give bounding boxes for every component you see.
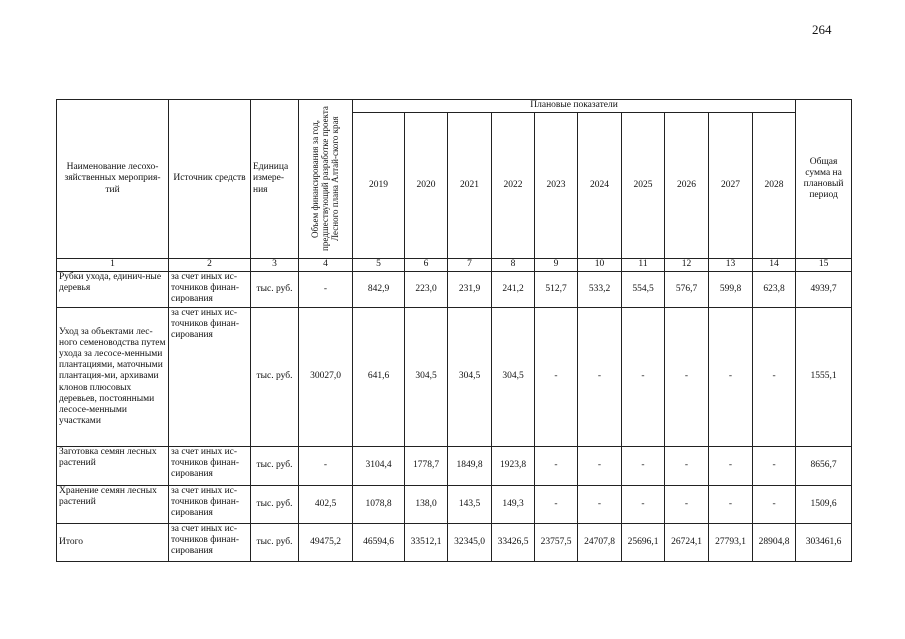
row-value: 231,9 [448, 272, 492, 308]
column-number: 1 [57, 259, 169, 272]
row-unit: тыс. руб. [251, 486, 299, 524]
row-name: Уход за объектами лес-ного семеноводства путем ухода за лесосе-менными плантациями, маточными плантация-ми, архивами клонов плюсовых деревьев, постоянными лесосе-менными участками [57, 308, 169, 447]
row-value: 23757,5 [535, 524, 578, 562]
row-value: 576,7 [665, 272, 709, 308]
row-value: - [665, 308, 709, 447]
row-total: 1555,1 [796, 308, 852, 447]
row-value: 46594,6 [353, 524, 405, 562]
row-total: 8656,7 [796, 447, 852, 486]
column-number: 6 [405, 259, 448, 272]
row-value: - [665, 447, 709, 486]
row-value: 26724,1 [665, 524, 709, 562]
row-value: - [665, 486, 709, 524]
row-unit: тыс. руб. [251, 308, 299, 447]
row-value: - [535, 308, 578, 447]
row-value: 25696,1 [622, 524, 665, 562]
row-value: 599,8 [709, 272, 753, 308]
row-name: Итого [57, 524, 169, 562]
row-source: за счет иных ис-точников финан-сирования [169, 524, 251, 562]
row-value: - [753, 486, 796, 524]
row-prev: 402,5 [299, 486, 353, 524]
column-number: 7 [448, 259, 492, 272]
row-source: за счет иных ис-точников финан-сирования [169, 272, 251, 308]
column-number: 3 [251, 259, 299, 272]
row-value: - [753, 447, 796, 486]
header-year: 2022 [492, 113, 535, 259]
column-number: 15 [796, 259, 852, 272]
column-number: 12 [665, 259, 709, 272]
row-value: 149,3 [492, 486, 535, 524]
row-value: 28904,8 [753, 524, 796, 562]
row-total: 1509,6 [796, 486, 852, 524]
header-year: 2028 [753, 113, 796, 259]
header-unit: Единица измере-ния [251, 100, 299, 259]
row-prev: - [299, 447, 353, 486]
row-value: 1078,8 [353, 486, 405, 524]
column-number: 14 [753, 259, 796, 272]
row-source: за счет иных ис-точников финан-сирования [169, 447, 251, 486]
row-value: - [535, 447, 578, 486]
header-prev-volume [299, 100, 353, 259]
column-number: 5 [353, 259, 405, 272]
row-name: Заготовка семян лесных растений [57, 447, 169, 486]
row-value: 623,8 [753, 272, 796, 308]
table-row [57, 272, 852, 308]
row-value: - [709, 308, 753, 447]
row-value: 143,5 [448, 486, 492, 524]
header-plan-group: Плановые показатели [353, 100, 796, 113]
row-value: 32345,0 [448, 524, 492, 562]
row-source: за счет иных ис-точников финан-сирования [169, 308, 251, 447]
row-value: 533,2 [578, 272, 622, 308]
row-value: 842,9 [353, 272, 405, 308]
table-row [57, 486, 852, 524]
column-number: 9 [535, 259, 578, 272]
page-number: 264 [812, 22, 832, 37]
header-year: 2024 [578, 113, 622, 259]
header-prev-volume-text: Объем финансирования за год, предшествующий разработке проекта Лесного плана Алтай-ского края [309, 106, 340, 252]
row-value: 304,5 [492, 308, 535, 447]
header-total: Общая сумма на плановый период [796, 100, 852, 259]
row-name: Хранение семян лесных растений [57, 486, 169, 524]
row-unit: тыс. руб. [251, 272, 299, 308]
row-total: 303461,6 [796, 524, 852, 562]
row-value: 138,0 [405, 486, 448, 524]
table-row [57, 308, 852, 447]
header-year: 2019 [353, 113, 405, 259]
row-value: - [578, 308, 622, 447]
column-number: 2 [169, 259, 251, 272]
row-source: за счет иных ис-точников финан-сирования [169, 486, 251, 524]
row-value: 1778,7 [405, 447, 448, 486]
row-value: 304,5 [448, 308, 492, 447]
column-number: 13 [709, 259, 753, 272]
row-value: 1923,8 [492, 447, 535, 486]
row-prev: - [299, 272, 353, 308]
table-row [57, 524, 852, 562]
row-value: 512,7 [535, 272, 578, 308]
row-value: - [578, 447, 622, 486]
row-value: - [578, 486, 622, 524]
row-prev: 30027,0 [299, 308, 353, 447]
header-name: Наименование лесохо-зяйственных мероприя-тий [57, 100, 169, 259]
row-value: - [622, 308, 665, 447]
row-total: 4939,7 [796, 272, 852, 308]
row-value: - [709, 447, 753, 486]
header-source: Источник средств [169, 100, 251, 259]
row-value: 3104,4 [353, 447, 405, 486]
row-value: - [535, 486, 578, 524]
header-year: 2027 [709, 113, 753, 259]
row-value: 27793,1 [709, 524, 753, 562]
row-value: 223,0 [405, 272, 448, 308]
header-year: 2020 [405, 113, 448, 259]
row-value: - [622, 486, 665, 524]
row-value: - [753, 308, 796, 447]
header-year: 2023 [535, 113, 578, 259]
row-value: 1849,8 [448, 447, 492, 486]
header-year: 2021 [448, 113, 492, 259]
column-number: 4 [299, 259, 353, 272]
column-number: 11 [622, 259, 665, 272]
header-year: 2025 [622, 113, 665, 259]
row-value: 554,5 [622, 272, 665, 308]
table-row [57, 447, 852, 486]
row-prev: 49475,2 [299, 524, 353, 562]
row-value: - [709, 486, 753, 524]
header-year: 2026 [665, 113, 709, 259]
column-number: 10 [578, 259, 622, 272]
row-unit: тыс. руб. [251, 524, 299, 562]
row-value: 24707,8 [578, 524, 622, 562]
row-value: 304,5 [405, 308, 448, 447]
plan-table [56, 99, 852, 562]
row-value: 33512,1 [405, 524, 448, 562]
column-numbers-row [57, 259, 852, 272]
row-value: 33426,5 [492, 524, 535, 562]
row-unit: тыс. руб. [251, 447, 299, 486]
column-number: 8 [492, 259, 535, 272]
row-value: - [622, 447, 665, 486]
row-value: 241,2 [492, 272, 535, 308]
row-name: Рубки ухода, единич-ные деревья [57, 272, 169, 308]
row-value: 641,6 [353, 308, 405, 447]
